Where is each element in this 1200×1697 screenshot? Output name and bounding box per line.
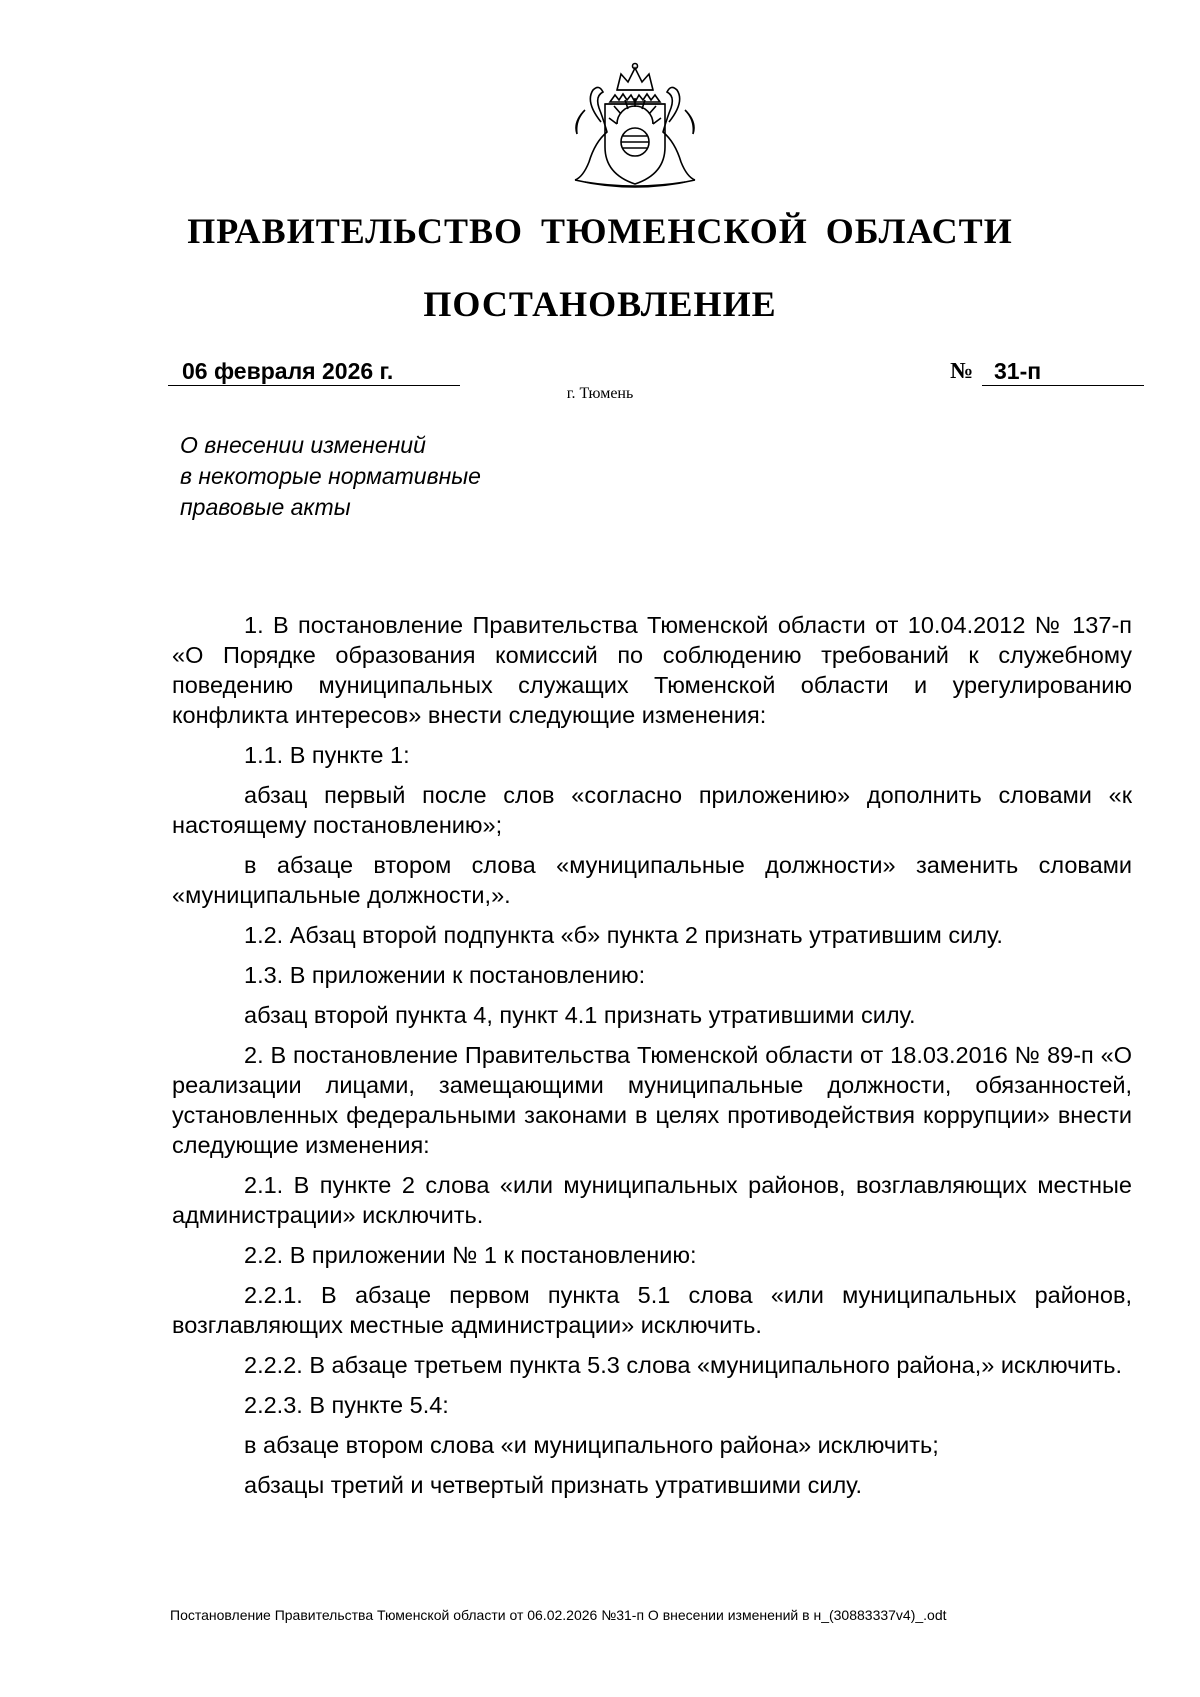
document-date: 06 февраля 2026 г. [168,357,460,386]
paragraph: 2.2.1. В абзаце первом пункта 5.1 слова «или муниципальных районов, возглавляющих местные администрации» исключить. [172,1282,1132,1338]
paragraph: абзац второй пункта 4, пункт 4.1 признать утратившими силу. [244,1002,916,1028]
paragraph: 2.2. В приложении № 1 к постановлению: [244,1242,697,1268]
paragraph: абзац первый после слов «согласно приложению» дополнить словами «к настоящему постановлению»; [172,782,1132,838]
coat-of-arms-icon [555,62,715,192]
page-footer: Постановление Правительства Тюменской области от 06.02.2026 №31-п О внесении изменений в н_(30883337v4)_.odt [170,1607,947,1623]
paragraph: в абзаце втором слова «муниципальные должности» заменить словами «муниципальные должности,». [172,852,1132,908]
paragraph: 2.2.2. В абзаце третьем пункта 5.3 слова «муниципального района,» исключить. [244,1352,1123,1378]
document-body [172,610,1132,1510]
subject-line: в некоторые нормативные [180,463,481,489]
paragraph: 1. В постановление Правительства Тюменской области от 10.04.2012 № 137-п «О Порядке образования комиссий по соблюдению требований к служебному поведению муниципальных служащих Тюменской области и урегулированию конфликта интересов» внести следующие изменения: [172,612,1132,728]
paragraph: 2.1. В пункте 2 слова «или муниципальных районов, возглавляющих местные администрации» исключить. [172,1172,1132,1228]
subject-block [180,430,600,523]
paragraph: 1.1. В пункте 1: [244,742,410,768]
paragraph: 2.2.3. В пункте 5.4: [244,1392,449,1418]
paragraph: 1.2. Абзац второй подпункта «б» пункта 2 признать утратившим силу. [244,922,1003,948]
number-sign: № [950,358,974,383]
city: г. Тюмень [566,385,634,402]
organization-title: ПРАВИТЕЛЬСТВО ТЮМЕНСКОЙ ОБЛАСТИ [187,211,1013,251]
subject-line: правовые акты [180,494,351,520]
subject-line: О внесении изменений [180,432,426,458]
paragraph: 1.3. В приложении к постановлению: [244,962,646,988]
paragraph: 2. В постановление Правительства Тюменской области от 18.03.2016 № 89-п «О реализации лицами, замещающими муниципальные должности, обязанностей, установленных федеральными законами в целях противодействия коррупции» внести следующие изменения: [172,1042,1132,1158]
document-number: 31-п [982,357,1144,386]
document-type: ПОСТАНОВЛЕНИЕ [423,284,777,324]
paragraph: абзацы третий и четвертый признать утратившими силу. [244,1472,863,1498]
paragraph: в абзаце втором слова «и муниципального района» исключить; [244,1432,939,1458]
